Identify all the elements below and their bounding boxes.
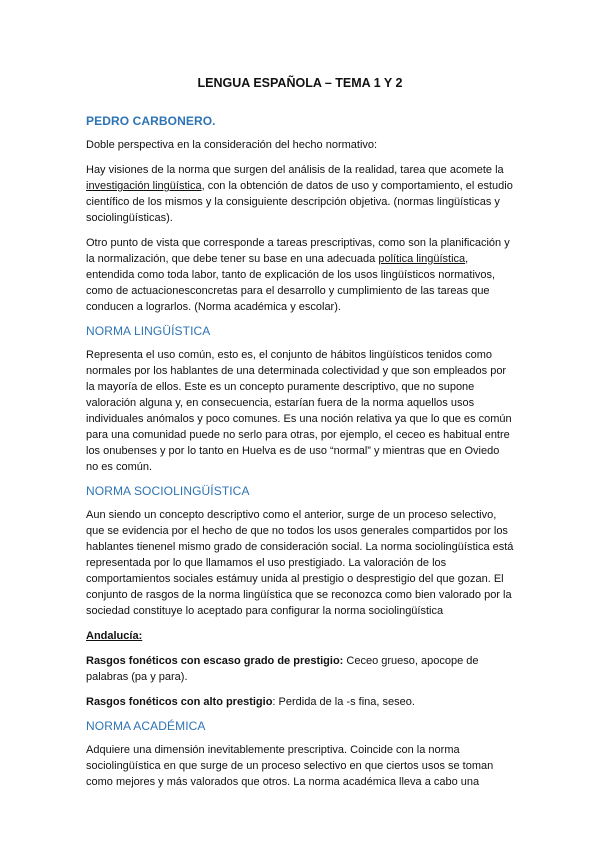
section-heading-norma-sociolinguistica: NORMA SOCIOLINGÜÍSTICA bbox=[86, 484, 250, 498]
text-run: , entendida como toda labor, tanto de explicación de los usos lingüísticos normativos, como de actuacionesconcretas para el desarrollo y cumplimiento de las tareas que conducen a lograrlos. (Norma académica y escolar). bbox=[86, 253, 496, 313]
paragraph bbox=[86, 162, 514, 226]
document-title: LENGUA ESPAÑOLA – TEMA 1 Y 2 bbox=[197, 76, 403, 90]
section-heading-norma-academica: NORMA ACADÉMICA bbox=[86, 719, 206, 733]
subheading-andalucia: Andalucía: bbox=[86, 630, 143, 642]
section-heading-pedro-carbonero: PEDRO CARBONERO. bbox=[86, 114, 216, 128]
underlined-term: investigación lingüística bbox=[86, 180, 202, 192]
underlined-term: política lingüística bbox=[378, 253, 466, 265]
paragraph: Representa el uso común, esto es, el conjunto de hábitos lingüísticos tenidos como normales por los hablantes de una determinada colectividad y que son empleados por la mayoría de ellos. Este es un concepto puramente descriptivo, que no supone valoración alguna y, en consecuencia, estarían fuera de la norma aquellos usos individuales anómalos y poco comunes. Es una noción relativa ya que lo que es común para una comunidad puede no serlo para otras, por ejemplo, el ceceo es habitual entre los onubenses y por lo tanto en Huelva es de uso “normal” y mientras que en Oviedo no es común. bbox=[86, 349, 512, 473]
section-heading-norma-linguistica: NORMA LINGÜÍSTICA bbox=[86, 324, 211, 338]
bold-label: Rasgos fonéticos con escaso grado de prestigio: bbox=[86, 655, 344, 667]
text-run: , con la obtención de datos de uso y comportamiento, el estudio científico de los mismos y la consiguiente descripción objetiva. (normas lingüísticas y sociolingüísticas). bbox=[86, 180, 513, 224]
paragraph: Adquiere una dimensión inevitablemente prescriptiva. Coincide con la norma sociolingüística en que surge de un proceso selectivo en que ciertos usos se toman como mejores y más valorados que otros. La norma académica lleva a cabo una bbox=[86, 744, 494, 788]
text-run: Hay visiones de la norma que surgen del análisis de la realidad, tarea que acomete la bbox=[86, 164, 504, 176]
paragraph bbox=[86, 235, 514, 315]
text-run: Ceceo grueso, apocope de palabras (pa y para). bbox=[86, 655, 479, 683]
paragraph: Doble perspectiva en la consideración del hecho normativo: bbox=[86, 139, 378, 151]
text-run: Otro punto de vista que corresponde a tareas prescriptivas, como son la planificación y la normalización, que debe tener su base en una adecuada bbox=[86, 237, 510, 265]
paragraph bbox=[86, 653, 514, 685]
bold-label: Rasgos fonéticos con alto prestigio bbox=[86, 696, 273, 708]
paragraph bbox=[86, 694, 514, 710]
text-run: : Perdida de la -s fina, seseo. bbox=[272, 696, 415, 708]
paragraph: Aun siendo un concepto descriptivo como el anterior, surge de un proceso selectivo, que se evidencia por el hecho de que no todos los usos generales compartidos por los hablantes tienenel mismo grado de consideración social. La norma sociolingüística está representada por lo que llamamos el uso prestigiado. La valoración de los comportamientos sociales estámuy unida al prestigio o desprestigio del que gozan. El conjunto de rasgos de la norma lingüística que se reconozca como bien valorado por la sociedad constituye lo aceptado para configurar la norma sociolingüística bbox=[86, 509, 514, 617]
